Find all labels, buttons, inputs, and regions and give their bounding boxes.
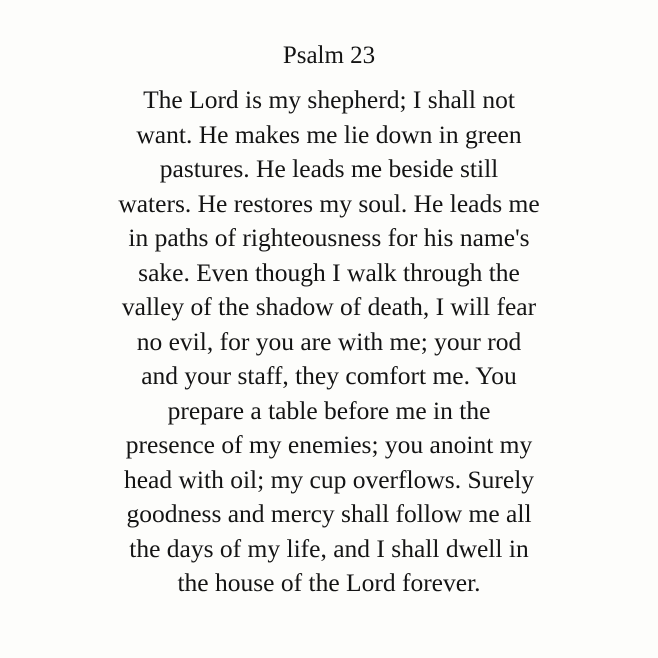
text-line: waters. He restores my soul. He leads me bbox=[118, 188, 540, 218]
text-line: sake. Even though I walk through the bbox=[138, 257, 520, 287]
text-line: want. He makes me lie down in green bbox=[136, 119, 522, 149]
text-line: the house of the Lord forever. bbox=[177, 568, 481, 597]
text-line: goodness and mercy shall follow me all bbox=[126, 499, 532, 528]
text-line: head with oil; my cup overflows. Surely bbox=[123, 464, 535, 494]
text-line: pastures. He leads me beside still bbox=[159, 154, 499, 183]
text-line: valley of the shadow of death, I will fear bbox=[121, 292, 537, 321]
text-line: and your staff, they comfort me. You bbox=[141, 361, 517, 390]
text-line: The Lord is my shepherd; I shall not bbox=[143, 85, 515, 114]
text-line: presence of my enemies; you anoint my bbox=[125, 430, 533, 459]
psalm-text bbox=[0, 83, 658, 601]
text-line: prepare a table before me in the bbox=[167, 395, 491, 425]
text-line: the days of my life, and I shall dwell in bbox=[129, 533, 529, 563]
text-line: in paths of righteousness for his name's bbox=[128, 223, 530, 252]
text-line: no evil, for you are with me; your rod bbox=[136, 326, 522, 356]
psalm-title: Psalm 23 bbox=[282, 42, 376, 69]
